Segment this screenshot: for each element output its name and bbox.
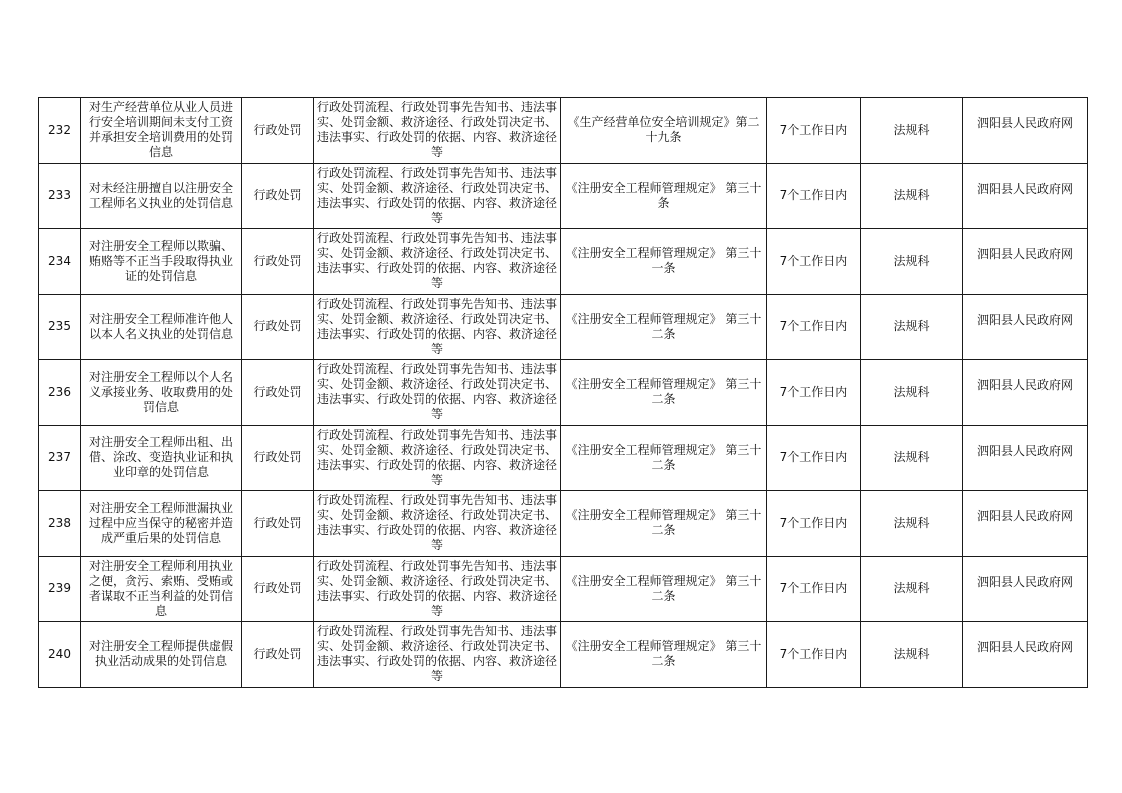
item-name-text: 对注册安全工程师以欺骗、贿赂等不正当手段取得执业证的处罚信息 [88,238,233,283]
disclosure-content [314,229,561,295]
table-row [39,622,1088,688]
table-row [39,360,1088,426]
publishing-platform: 泗阳县人民政府网 [963,294,1088,360]
row-number: 238 [39,491,81,557]
publishing-platform: 泗阳县人民政府网 [963,622,1088,688]
publishing-platform: 泗阳县人民政府网 [963,556,1088,622]
item-name [81,163,242,229]
item-name [81,491,242,557]
row-number: 233 [39,163,81,229]
row-number: 232 [39,98,81,164]
responsible-department: 法规科 [861,163,963,229]
legal-basis [561,294,767,360]
disclosure-content-text: 行政处罚流程、行政处罚事先告知书、违法事实、处罚金额、救济途径、行政处罚决定书、违法事实、行政处罚的依据、内容、救济途径等 [316,362,557,422]
legal-basis-text: 《注册安全工程师管理规定》 第三十条 [565,180,762,210]
item-category: 行政处罚 [242,556,314,622]
time-limit: 7个工作日内 [767,98,861,164]
legal-basis-text: 《注册安全工程师管理规定》 第三十二条 [565,508,762,538]
publishing-platform: 泗阳县人民政府网 [963,163,1088,229]
responsible-department: 法规科 [861,98,963,164]
legal-basis-text: 《注册安全工程师管理规定》 第三十二条 [565,442,762,472]
responsible-department: 法规科 [861,491,963,557]
legal-basis-text: 《注册安全工程师管理规定》 第三十二条 [565,311,762,341]
disclosure-content-text: 行政处罚流程、行政处罚事先告知书、违法事实、处罚金额、救济途径、行政处罚决定书、违法事实、行政处罚的依据、内容、救济途径等 [316,427,557,487]
item-name [81,425,242,491]
item-category: 行政处罚 [242,98,314,164]
table-row [39,229,1088,295]
item-name-text: 对注册安全工程师泄漏执业过程中应当保守的秘密并造成严重后果的处罚信息 [88,500,233,545]
item-name-text: 对注册安全工程师准许他人以本人名义执业的处罚信息 [88,311,233,341]
item-name [81,556,242,622]
item-category: 行政处罚 [242,360,314,426]
item-name-text: 对未经注册擅自以注册安全工程师名义执业的处罚信息 [88,180,233,210]
legal-basis [561,556,767,622]
disclosure-content [314,425,561,491]
row-number: 235 [39,294,81,360]
row-number: 236 [39,360,81,426]
item-name [81,294,242,360]
row-number: 237 [39,425,81,491]
item-category: 行政处罚 [242,622,314,688]
table-row [39,98,1088,164]
time-limit: 7个工作日内 [767,556,861,622]
item-name-text: 对注册安全工程师出租、出借、涂改、变造执业证和执业印章的处罚信息 [88,435,233,480]
time-limit: 7个工作日内 [767,229,861,295]
disclosure-content [314,294,561,360]
disclosure-content [314,98,561,164]
legal-basis-text: 《生产经营单位安全培训规定》第二十九条 [567,115,760,145]
item-category: 行政处罚 [242,294,314,360]
legal-basis [561,425,767,491]
table-row [39,294,1088,360]
disclosure-content [314,163,561,229]
item-category: 行政处罚 [242,229,314,295]
publishing-platform: 泗阳县人民政府网 [963,229,1088,295]
table-row [39,491,1088,557]
item-name-text: 对注册安全工程师以个人名义承接业务、收取费用的处罚信息 [88,369,233,414]
item-name [81,98,242,164]
legal-basis-text: 《注册安全工程师管理规定》 第三十一条 [565,246,762,276]
disclosure-content-text: 行政处罚流程、行政处罚事先告知书、违法事实、处罚金额、救济途径、行政处罚决定书、违法事实、行政处罚的依据、内容、救济途径等 [316,558,557,618]
legal-basis-text: 《注册安全工程师管理规定》 第三十二条 [565,573,762,603]
disclosure-content-text: 行政处罚流程、行政处罚事先告知书、违法事实、处罚金额、救济途径、行政处罚决定书、违法事实、行政处罚的依据、内容、救济途径等 [316,493,557,553]
time-limit: 7个工作日内 [767,360,861,426]
item-name-text: 对注册安全工程师利用执业之便，贪污、索贿、受贿或者谋取不正当利益的处罚信息 [88,558,233,618]
item-category: 行政处罚 [242,163,314,229]
row-number: 234 [39,229,81,295]
publishing-platform: 泗阳县人民政府网 [963,425,1088,491]
item-name [81,229,242,295]
responsible-department: 法规科 [861,294,963,360]
table-body [39,98,1088,688]
disclosure-content [314,622,561,688]
responsible-department: 法规科 [861,360,963,426]
legal-basis [561,163,767,229]
publishing-platform: 泗阳县人民政府网 [963,98,1088,164]
responsible-department: 法规科 [861,556,963,622]
legal-basis [561,491,767,557]
disclosure-table [38,97,1088,688]
responsible-department: 法规科 [861,622,963,688]
row-number: 240 [39,622,81,688]
item-name [81,360,242,426]
item-name [81,622,242,688]
legal-basis [561,98,767,164]
disclosure-content-text: 行政处罚流程、行政处罚事先告知书、违法事实、处罚金额、救济途径、行政处罚决定书、违法事实、行政处罚的依据、内容、救济途径等 [316,165,557,225]
legal-basis-text: 《注册安全工程师管理规定》 第三十二条 [565,377,762,407]
table-row [39,425,1088,491]
disclosure-content-text: 行政处罚流程、行政处罚事先告知书、违法事实、处罚金额、救济途径、行政处罚决定书、违法事实、行政处罚的依据、内容、救济途径等 [316,296,557,356]
legal-basis-text: 《注册安全工程师管理规定》 第三十二条 [565,639,762,669]
disclosure-content-text: 行政处罚流程、行政处罚事先告知书、违法事实、处罚金额、救济途径、行政处罚决定书、违法事实、行政处罚的依据、内容、救济途径等 [316,624,557,684]
publishing-platform: 泗阳县人民政府网 [963,491,1088,557]
item-name-text: 对注册安全工程师提供虚假执业活动成果的处罚信息 [88,639,233,669]
table-row [39,163,1088,229]
legal-basis [561,360,767,426]
table-row [39,556,1088,622]
item-category: 行政处罚 [242,491,314,557]
disclosure-content [314,491,561,557]
time-limit: 7个工作日内 [767,491,861,557]
time-limit: 7个工作日内 [767,425,861,491]
disclosure-content [314,556,561,622]
time-limit: 7个工作日内 [767,163,861,229]
disclosure-content-text: 行政处罚流程、行政处罚事先告知书、违法事实、处罚金额、救济途径、行政处罚决定书、违法事实、行政处罚的依据、内容、救济途径等 [316,100,557,160]
publishing-platform: 泗阳县人民政府网 [963,360,1088,426]
disclosure-content-text: 行政处罚流程、行政处罚事先告知书、违法事实、处罚金额、救济途径、行政处罚决定书、违法事实、行政处罚的依据、内容、救济途径等 [316,231,557,291]
row-number: 239 [39,556,81,622]
item-name-text: 对生产经营单位从业人员进行安全培训期间未支付工资并承担安全培训费用的处罚信息 [88,100,233,160]
time-limit: 7个工作日内 [767,294,861,360]
responsible-department: 法规科 [861,229,963,295]
responsible-department: 法规科 [861,425,963,491]
item-category: 行政处罚 [242,425,314,491]
time-limit: 7个工作日内 [767,622,861,688]
legal-basis [561,622,767,688]
disclosure-content [314,360,561,426]
legal-basis [561,229,767,295]
